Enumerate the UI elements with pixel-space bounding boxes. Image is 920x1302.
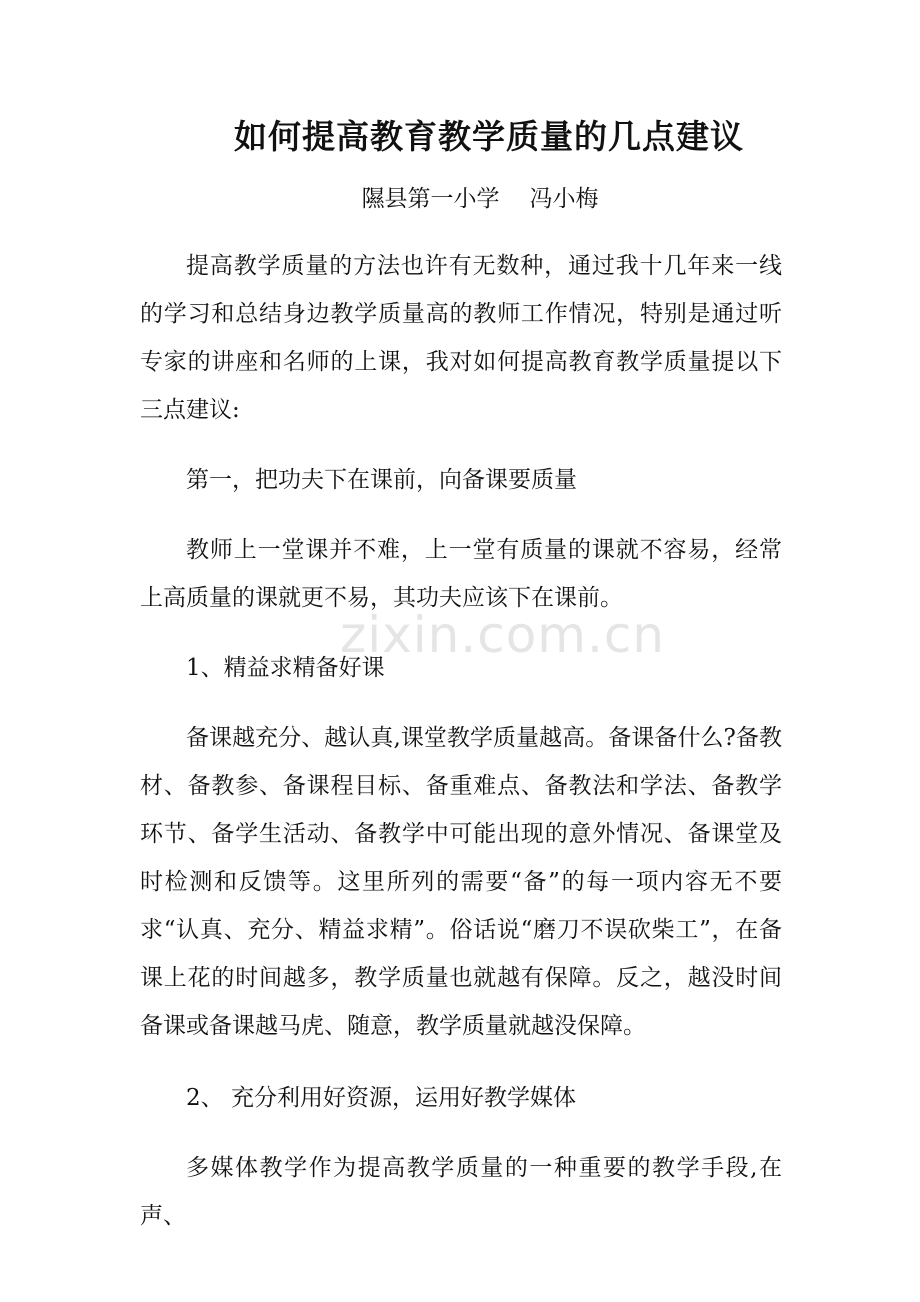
document-title: 如何提高教育教学质量的几点建议 [234, 117, 744, 156]
subheading-1: 1、精益求精备好课 [186, 655, 385, 681]
author-school: 隰县第一小学 [361, 186, 500, 212]
paragraph-intro: 提高教学质量的方法也许有无数种，通过我十几年来一线的学习和总结身边教学质量高的教师工作情况，特别是通过听专家的讲座和名师的上课，我对如何提高教育教学质量提以下三点建议: [140, 253, 782, 423]
paragraph-media: 多媒体教学作为提高教学质量的一种重要的教学手段,在声、 [140, 1155, 782, 1229]
paragraph-prep: 备课越充分、越认真,课堂教学质量越高。备课备什么?备教材、备教参、备课程目标、备重难点、备教法和学法、备教学环节、备学生活动、备教学中可能出现的意外情况、备课堂及时检测和反馈等。这里所列的需要“备”的每一项内容无不要求“认真、充分、精益求精”。俗话说“磨刀不误砍柴工”，在备课上花的时间越多，教学质量也就越有保障。反之，越没时间备课或备课越马虎、随意，教学质量就越没保障。 [140, 725, 782, 1039]
paragraph-section-1: 教师上一堂课并不难，上一堂有质量的课就不容易，经常上高质量的课就更不易，其功夫应该下在课前。 [140, 537, 782, 611]
document-body [140, 242, 782, 1240]
subheading-2: 2、 充分利用好资源，运用好教学媒体 [186, 1085, 576, 1111]
author-name: 冯小梅 [529, 186, 599, 212]
section-heading-1: 第一，把功夫下在课前，向备课要质量 [186, 467, 577, 493]
watermark: zixin.com.cn [340, 606, 666, 664]
author-line [0, 182, 920, 216]
